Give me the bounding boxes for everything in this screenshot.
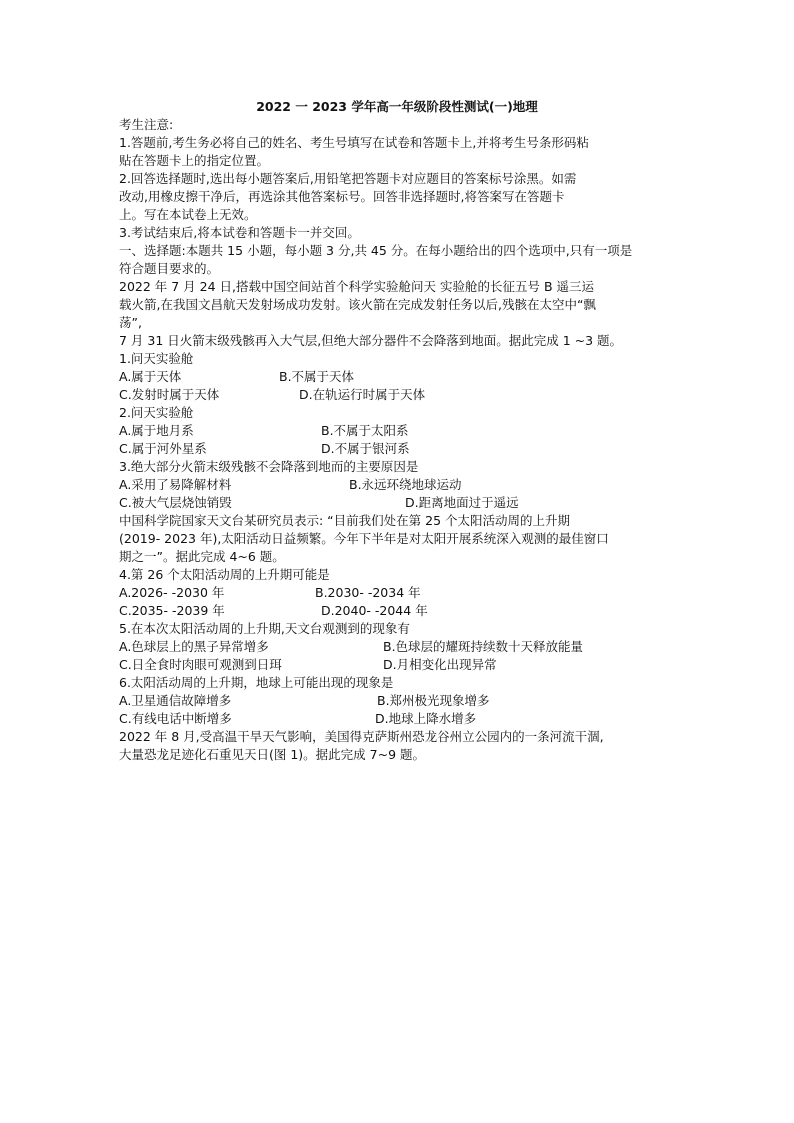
question-stem: 5.在本次太阳活动周的上升期,天文台观测到的现象有 — [119, 621, 410, 636]
question-option: C.2035- -2039 年 — [119, 603, 225, 618]
question-option: D.不属于银河系 — [321, 441, 410, 456]
question-option: B.永远环绕地球运动 — [349, 477, 462, 492]
notice-line: 改动,用橡皮擦干净后，再选涂其他答案标号。回答非选择题时,将答案写在答题卡 — [119, 189, 565, 204]
passage-line: 荡”, — [119, 315, 142, 330]
passage-line: 期之一”。据此完成 4~6 题。 — [119, 549, 285, 564]
passage-line: 大量恐龙足迹化石重见天日(图 1)。据此完成 7~9 题。 — [119, 747, 426, 762]
question-option: A.属于地月系 — [119, 423, 194, 438]
question-option: A.2026- -2030 年 — [119, 585, 225, 600]
section-heading: 一、选择题:本题共 15 小题，每小题 3 分,共 45 分。在每小题给出的四个选项中,只有一项是 — [119, 243, 633, 258]
question-option: B.不属于天体 — [279, 369, 355, 384]
question-stem: 6.太阳活动周的上升期，地球上可能出现的现象是 — [119, 675, 394, 690]
question-option: D.月相变化出现异常 — [383, 657, 497, 672]
exam-title: 2022 一 2023 学年高一年级阶段性测试(一)地理 — [256, 99, 538, 114]
passage-line: (2019- 2023 年),太阳活动日益频繁。今年下半年是对太阳开展系统深入观测的最佳窗口 — [119, 531, 609, 546]
question-option: A.卫星通信故障增多 — [119, 693, 232, 708]
notice-line: 上。写在本试卷上无效。 — [119, 207, 257, 222]
section-heading: 符合题目要求的。 — [119, 261, 220, 276]
passage-line: 2022 年 7 月 24 日,搭载中国空间站首个科学实验舱问天 实验舱的长征五号 B 遥三运 — [119, 279, 595, 294]
question-stem: 3.绝大部分火箭末级残骸不会降落到地而的主要原因是 — [119, 459, 419, 474]
question-option: C.日全食时肉眼可观测到日珥 — [119, 657, 282, 672]
question-option: C.有线电话中断增多 — [119, 711, 232, 726]
question-option: D.在轨运行时属于天体 — [299, 387, 426, 402]
question-option: B.不属于太阳系 — [321, 423, 409, 438]
question-option: B.郑州极光现象增多 — [377, 693, 490, 708]
question-option: B.色球层的耀斑持续数十天释放能量 — [383, 639, 584, 654]
question-option: D.地球上降水增多 — [375, 711, 477, 726]
question-stem: 1.问天实验舱 — [119, 351, 194, 366]
passage-line: 2022 年 8 月,受高温干旱天气影响，美国得克萨斯州恐龙谷州立公园内的一条河流干涸, — [119, 729, 604, 744]
question-option: A.属于天体 — [119, 369, 182, 384]
notice-line: 贴在答题卡上的指定位置。 — [119, 153, 270, 168]
question-option: D.2040- -2044 年 — [321, 603, 428, 618]
question-stem: 2.问天实验舱 — [119, 405, 194, 420]
question-option: C.被大气层烧蚀销毁 — [119, 495, 232, 510]
notice-heading: 考生注意: — [119, 117, 174, 132]
question-option: D.距离地面过于遥远 — [405, 495, 519, 510]
notice-line: 1.答题前,考生务必将自己的姓名、考生号填写在试卷和答题卡上,并将考生号条形码粘 — [119, 135, 589, 150]
passage-line: 中国科学院国家天文台某研究员表示: “目前我们处在第 25 个太阳活动周的上升期 — [119, 513, 571, 528]
notice-line: 2.回答选择题时,选出每小题答案后,用铅笔把答题卡对应题目的答案标号涂黑。如需 — [119, 171, 577, 186]
question-option: A.采用了易降解材料 — [119, 477, 232, 492]
question-option: B.2030- -2034 年 — [315, 585, 421, 600]
question-option: A.色球层上的黑子异常增多 — [119, 639, 269, 654]
passage-line: 载火箭,在我国文昌航天发射场成功发射。该火箭在完成发射任务以后,残骸在太空中“飘 — [119, 297, 596, 312]
question-option: C.发射时属于天体 — [119, 387, 220, 402]
question-stem: 4.第 26 个太阳活动周的上升期可能是 — [119, 567, 330, 582]
passage-line: 7 月 31 日火箭末级残骸再入大气层,但绝大部分器件不会降落到地面。据此完成 1 ~3 题。 — [119, 333, 623, 348]
question-option: C.属于河外星系 — [119, 441, 207, 456]
notice-line: 3.考试结束后,将本试卷和答题卡一并交回。 — [119, 225, 360, 240]
